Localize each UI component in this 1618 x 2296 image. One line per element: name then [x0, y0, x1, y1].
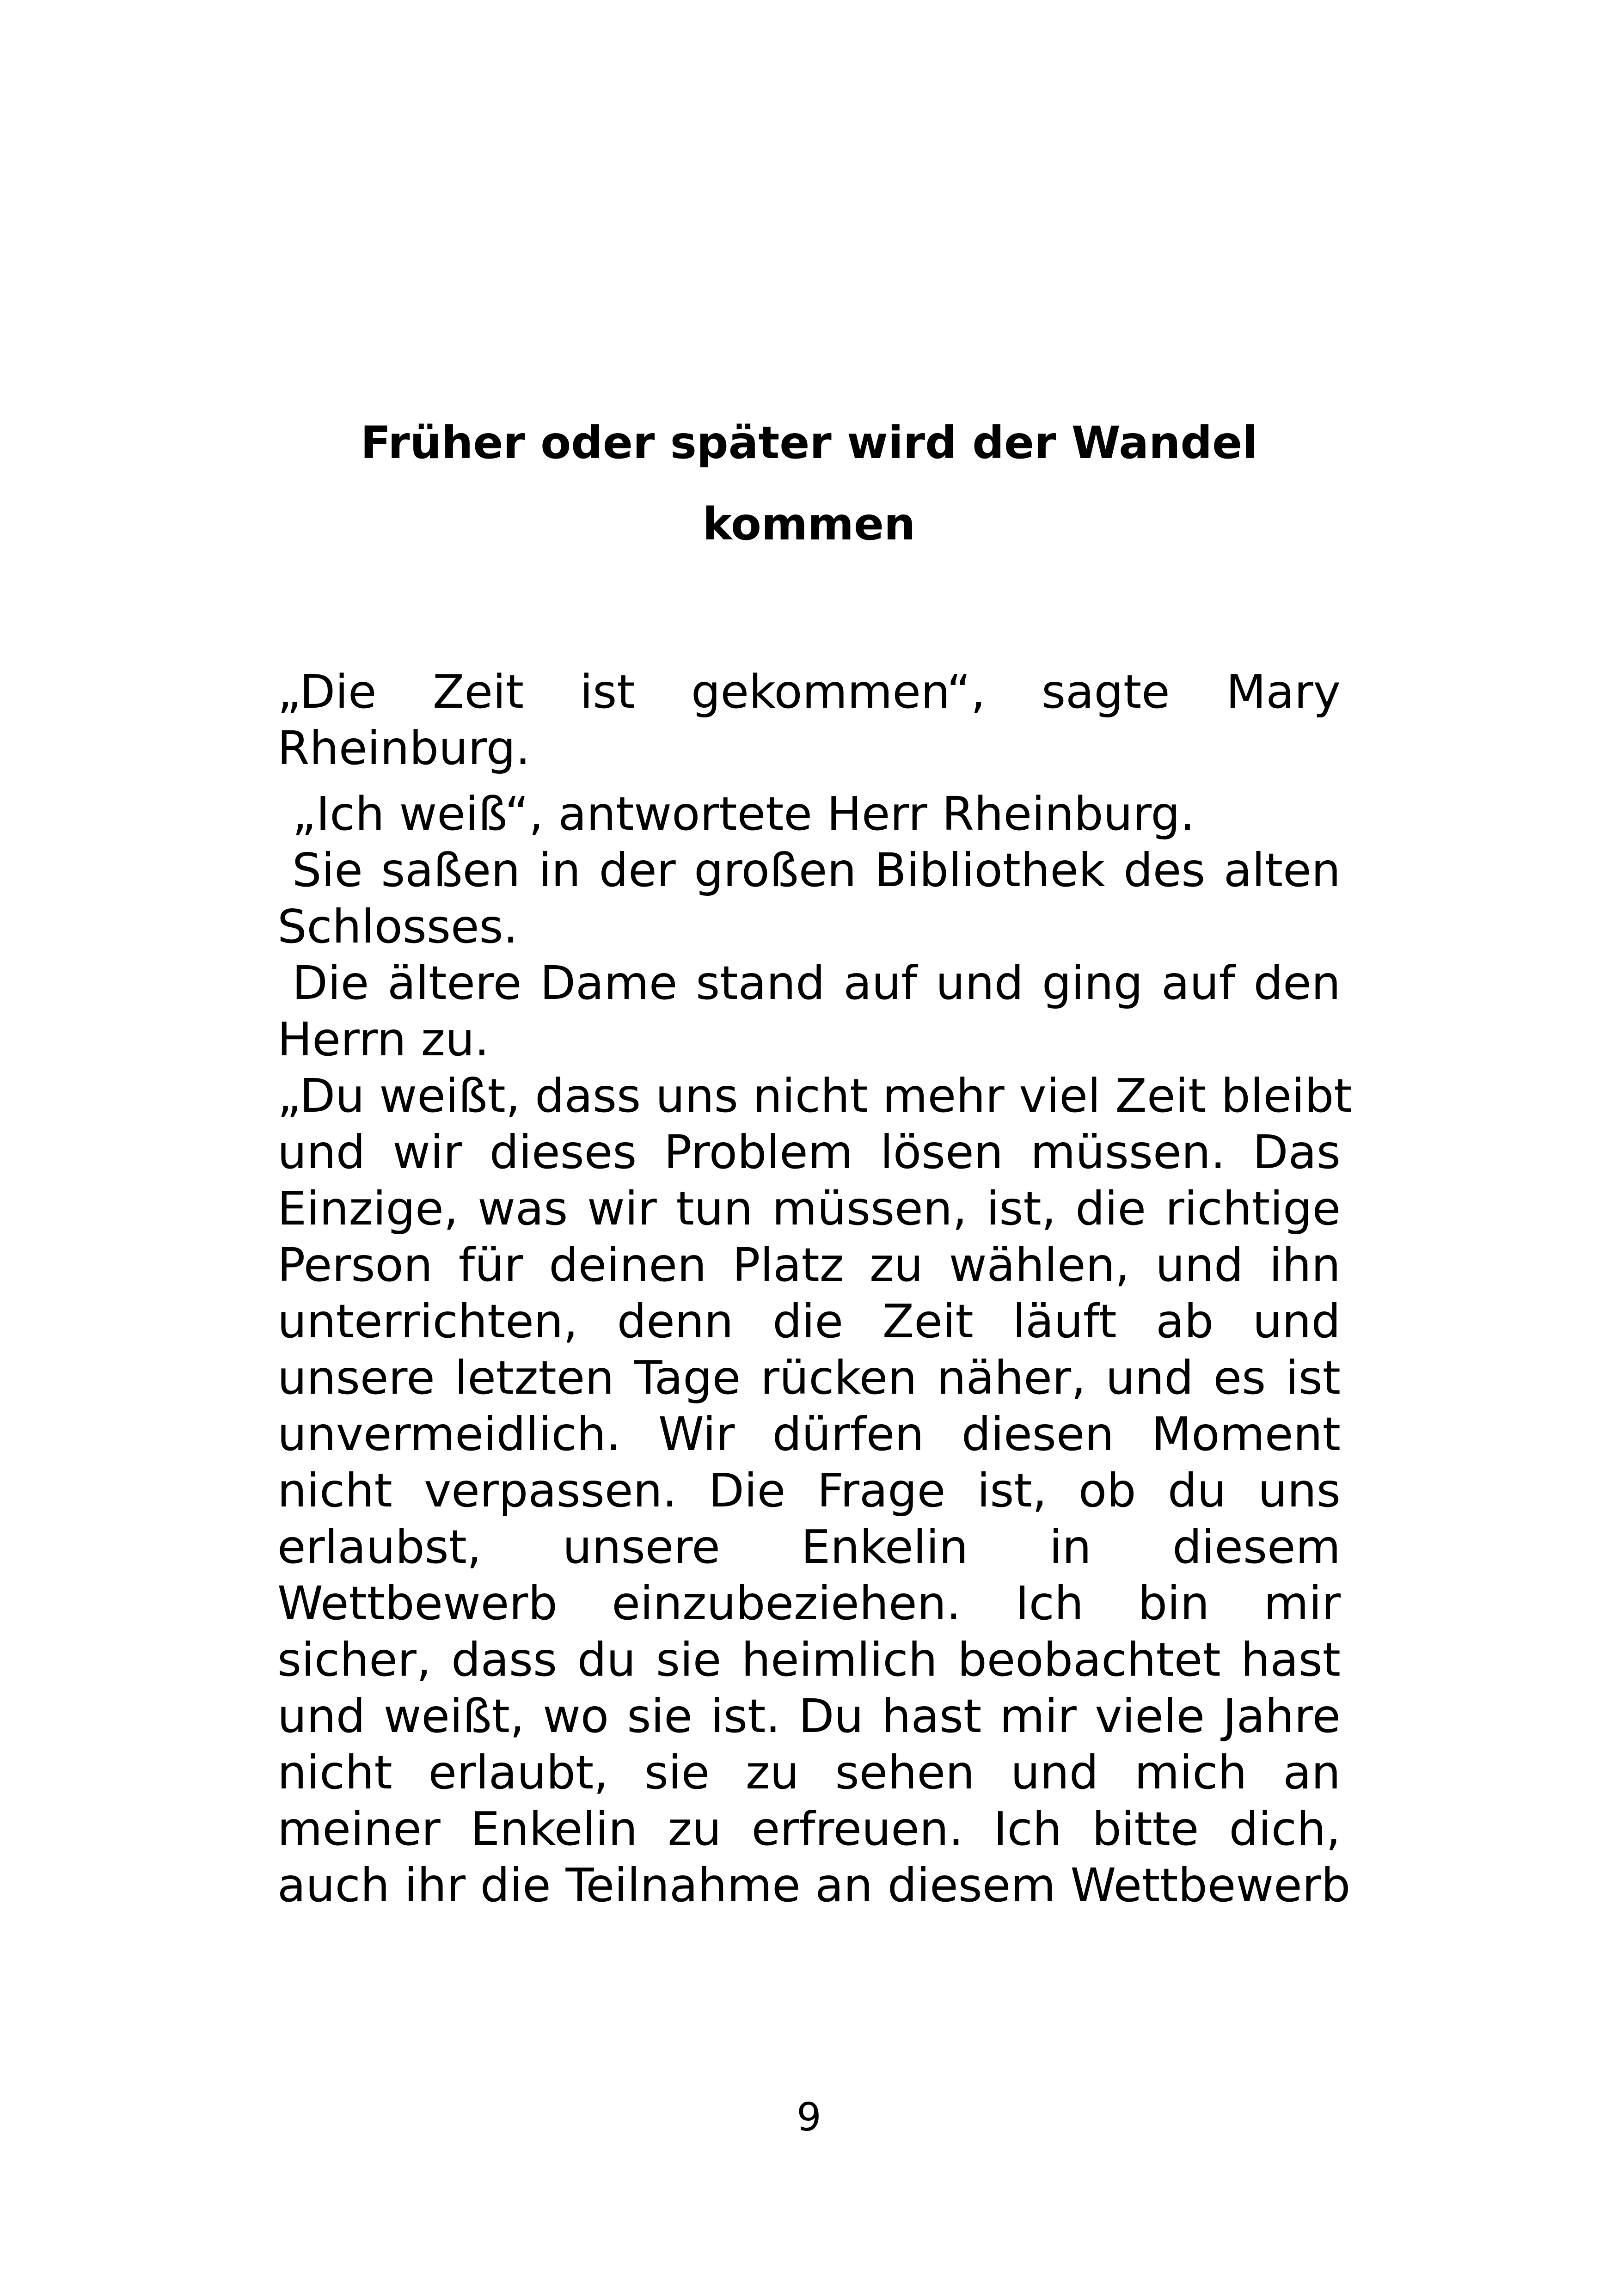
text-line: unterrichten, denn die Zeit läuft ab und [277, 1294, 1341, 1348]
text-line: und wir dieses Problem lösen müssen. Das [277, 1125, 1341, 1179]
text-line: Die ältere Dame stand auf und ging auf den [292, 956, 1341, 1010]
text-line: meiner Enkelin zu erfreuen. Ich bitte dich, [277, 1802, 1341, 1856]
text-line: erlaubst, unsere Enkelin in diesem [277, 1520, 1341, 1574]
text-line: Schlosses. [277, 900, 518, 954]
text-line: nicht erlaubt, sie zu sehen und mich an [277, 1745, 1341, 1800]
text-line: nicht verpassen. Die Frage ist, ob du uns [277, 1463, 1341, 1518]
chapter-title-line-1: Früher oder später wird der Wandel [360, 417, 1258, 469]
text-line: Wettbewerb einzubeziehen. Ich bin mir [277, 1576, 1341, 1630]
text-line: „Ich weiß“, antwortete Herr Rheinburg. [292, 787, 1195, 841]
body-text [277, 664, 1352, 1914]
text-line: Person für deinen Platz zu wählen, und ihn [277, 1238, 1341, 1292]
text-line: unsere letzten Tage rücken näher, und es ist [277, 1351, 1341, 1405]
chapter-title-line-2: kommen [702, 498, 916, 550]
text-line: unvermeidlich. Wir dürfen diesen Moment [277, 1407, 1341, 1461]
chapter-title [277, 402, 1341, 565]
text-line: Einzige, was wir tun müssen, ist, die richtige [277, 1182, 1341, 1236]
text-line: „Du weißt, dass uns nicht mehr viel Zeit bleibt [277, 1069, 1352, 1123]
text-line: Rheinburg. [277, 721, 531, 775]
text-line: Sie saßen in der großen Bibliothek des alten [292, 843, 1341, 897]
page-number: 9 [797, 2094, 821, 2140]
text-line: auch ihr die Teilnahme an diesem Wettbewerb [277, 1858, 1351, 1912]
text-line: „Die Zeit ist gekommen“, sagte Mary [277, 665, 1341, 719]
text-line: und weißt, wo sie ist. Du hast mir viele Jahre [277, 1689, 1341, 1743]
text-line: sicher, dass du sie heimlich beobachtet hast [277, 1633, 1341, 1687]
text-line: Herrn zu. [277, 1012, 490, 1066]
